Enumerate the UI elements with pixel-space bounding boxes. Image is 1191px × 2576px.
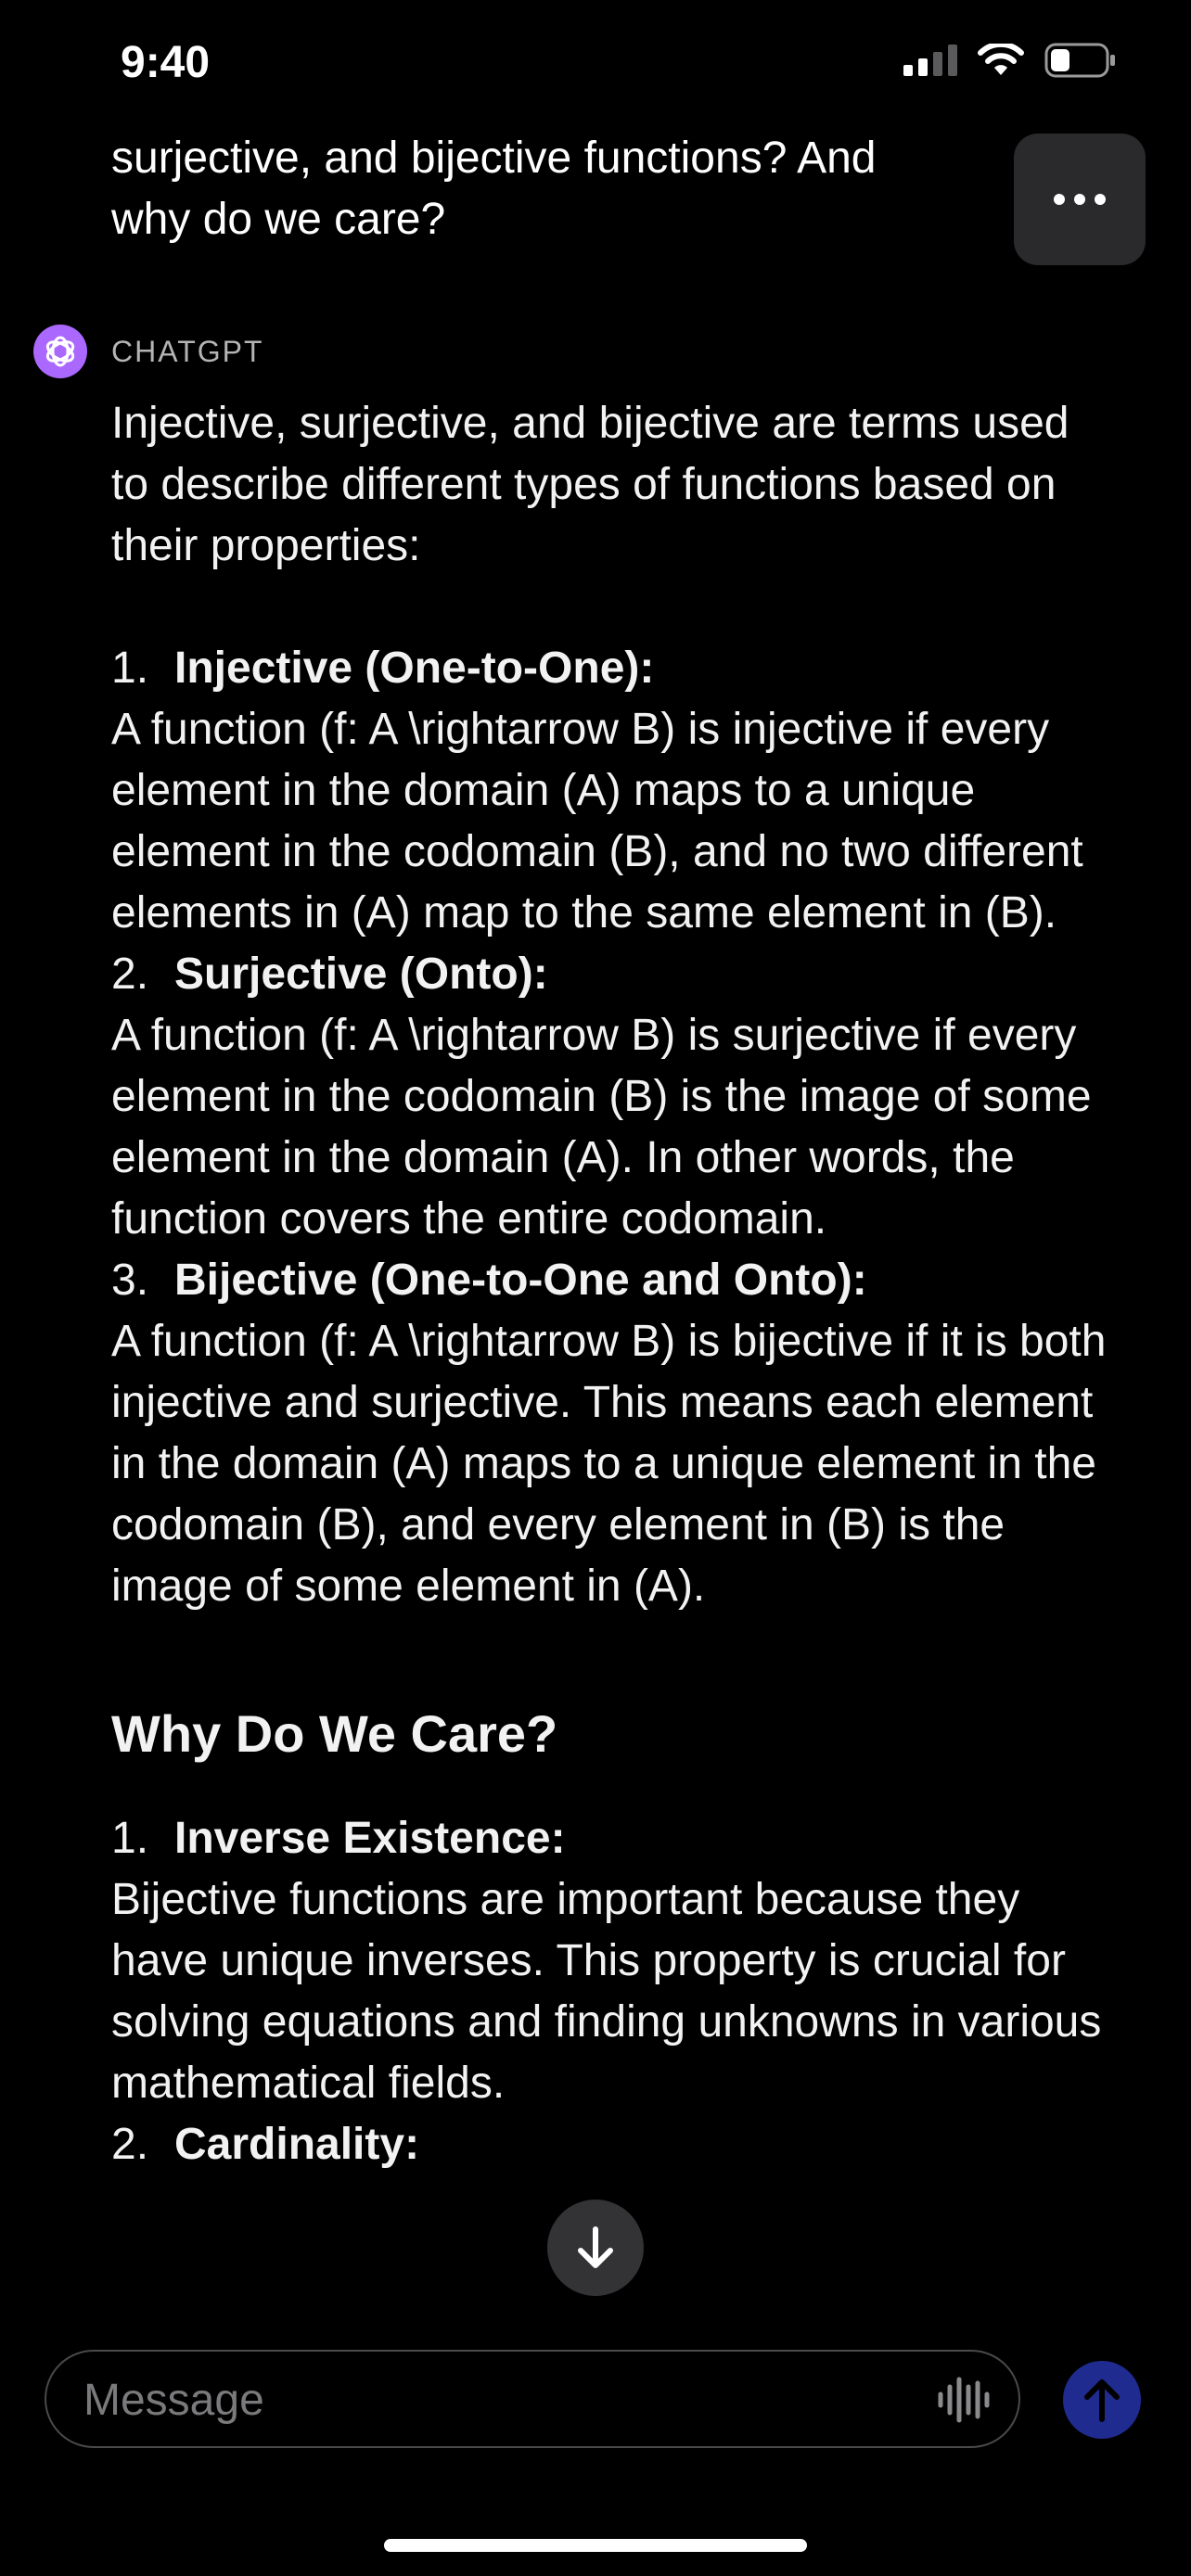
definition-item [111, 1250, 1113, 1617]
send-button[interactable] [1063, 2361, 1141, 2439]
reason-item [111, 1808, 1113, 2114]
message-composer [45, 2350, 1020, 2448]
definition-item [111, 944, 1113, 1250]
definition-title: Injective (One-to-One): [174, 644, 655, 693]
reason-item [111, 2114, 1113, 2175]
answer-intro: Injective, surjective, and bijective are terms used to describe different types of functions based on their properties: [111, 399, 1069, 570]
status-time: 9:40 [121, 38, 211, 87]
message-input[interactable] [82, 2352, 883, 2448]
list-number: 1. [111, 1814, 149, 1863]
more-options-button[interactable] [1014, 134, 1146, 265]
cellular-signal-icon [903, 45, 957, 76]
reason-body: Bijective functions are important because they have unique inverses. This property is crucial for solving equations and finding unknowns in various mathematical fields. [111, 1875, 1102, 2108]
home-indicator [384, 2539, 807, 2552]
definition-body: A function (f: A \rightarrow B) is surjective if every element in the codomain (B) is the image of some element in the domain (A). In other words, the function covers the entire codomain. [111, 1011, 1092, 1243]
definition-body: A function (f: A \rightarrow B) is bijective if it is both injective and surjective. This means each element in the domain (A) maps to a unique element in the codomain (B), and every element in (B) is the image of some element in (A). [111, 1317, 1107, 1611]
voice-waveform-icon[interactable] [937, 2376, 991, 2424]
definition-title: Bijective (One-to-One and Onto): [174, 1256, 867, 1305]
list-number: 1. [111, 644, 149, 693]
list-number: 3. [111, 1256, 149, 1305]
definition-body: A function (f: A \rightarrow B) is injective if every element in the domain (A) maps to a unique element in the codomain (B), and no two different elements in (A) map to the same element in (B). [111, 705, 1083, 937]
arrow-down-icon [575, 2225, 616, 2270]
list-number: 2. [111, 2120, 149, 2169]
user-message: surjective, and bijective functions? And why do we care? [111, 134, 877, 244]
assistant-message [111, 393, 1113, 2175]
arrow-up-icon [1082, 2377, 1122, 2423]
assistant-name: CHATGPT [111, 334, 264, 368]
reason-title: Inverse Existence: [174, 1814, 566, 1863]
definition-title: Surjective (Onto): [174, 950, 548, 999]
wifi-icon [978, 44, 1024, 77]
battery-icon [1044, 43, 1117, 78]
list-number: 2. [111, 950, 149, 999]
status-bar [0, 0, 1191, 139]
ellipsis-icon [1052, 193, 1108, 206]
reason-title: Cardinality: [174, 2120, 420, 2169]
definition-item [111, 638, 1113, 944]
scroll-to-bottom-button[interactable] [547, 2200, 644, 2296]
openai-logo-icon [33, 325, 87, 378]
section-heading: Why Do We Care? [111, 1704, 558, 1763]
assistant-header [33, 325, 264, 378]
